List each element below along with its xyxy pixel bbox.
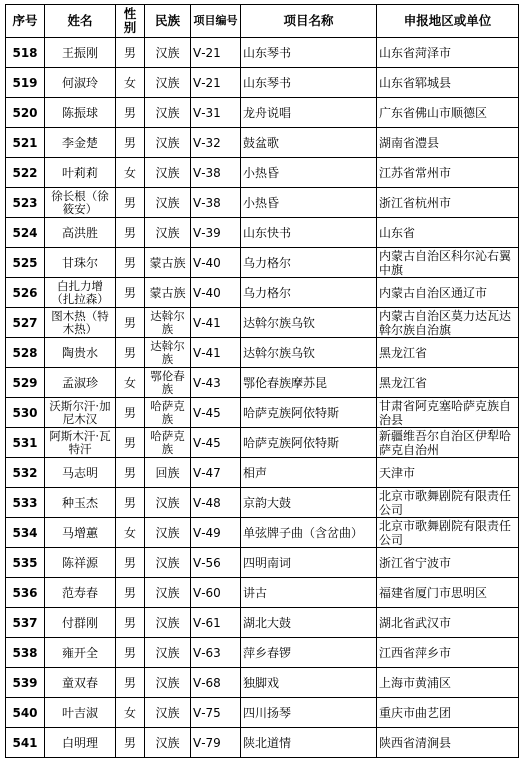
- cell-seq: 523: [6, 188, 45, 218]
- cell-name: 陶贵水: [45, 338, 116, 368]
- cell-gender: 男: [116, 338, 145, 368]
- cell-code: Ⅴ-38: [191, 158, 241, 188]
- cell-gender: 女: [116, 68, 145, 98]
- table-row: [6, 638, 519, 668]
- table-row: [6, 188, 519, 218]
- cell-ethnicity: 汉族: [145, 638, 191, 668]
- cell-code: Ⅴ-79: [191, 728, 241, 758]
- header-name: 姓名: [45, 5, 116, 38]
- cell-code: Ⅴ-41: [191, 308, 241, 338]
- cell-code: Ⅴ-21: [191, 38, 241, 68]
- cell-region: 陕西省清涧县: [377, 728, 519, 758]
- cell-project: 讲古: [241, 578, 377, 608]
- cell-ethnicity: 汉族: [145, 608, 191, 638]
- cell-name: 范寿春: [45, 578, 116, 608]
- cell-seq: 527: [6, 308, 45, 338]
- cell-seq: 522: [6, 158, 45, 188]
- cell-project: 龙舟说唱: [241, 98, 377, 128]
- header-ethnicity: 民族: [145, 5, 191, 38]
- cell-code: Ⅴ-48: [191, 488, 241, 518]
- cell-code: Ⅴ-56: [191, 548, 241, 578]
- header-project: 项目名称: [241, 5, 377, 38]
- cell-project: 萍乡春锣: [241, 638, 377, 668]
- cell-code: Ⅴ-60: [191, 578, 241, 608]
- cell-seq: 538: [6, 638, 45, 668]
- cell-ethnicity: 汉族: [145, 38, 191, 68]
- cell-gender: 男: [116, 248, 145, 278]
- cell-seq: 535: [6, 548, 45, 578]
- cell-ethnicity: 汉族: [145, 68, 191, 98]
- cell-ethnicity: 汉族: [145, 488, 191, 518]
- cell-name: 沃斯尔汗·加尼木汉: [45, 398, 116, 428]
- cell-region: 新疆维吾尔自治区伊犁哈萨克自治州: [377, 428, 519, 458]
- cell-project: 鼓盆歌: [241, 128, 377, 158]
- cell-project: 湖北大鼓: [241, 608, 377, 638]
- cell-seq: 524: [6, 218, 45, 248]
- cell-gender: 男: [116, 548, 145, 578]
- cell-gender: 男: [116, 488, 145, 518]
- table-row: [6, 158, 519, 188]
- cell-seq: 541: [6, 728, 45, 758]
- table-row: [6, 548, 519, 578]
- cell-ethnicity: 蒙古族: [145, 278, 191, 308]
- table-row: [6, 218, 519, 248]
- cell-name: 何淑玲: [45, 68, 116, 98]
- cell-code: Ⅴ-49: [191, 518, 241, 548]
- header-region: 申报地区或单位: [377, 5, 519, 38]
- cell-gender: 男: [116, 278, 145, 308]
- cell-seq: 537: [6, 608, 45, 638]
- cell-project: 哈萨克族阿依特斯: [241, 428, 377, 458]
- cell-name: 甘珠尔: [45, 248, 116, 278]
- cell-code: Ⅴ-61: [191, 608, 241, 638]
- table-row: [6, 128, 519, 158]
- table-row: [6, 338, 519, 368]
- cell-region: 黑龙江省: [377, 338, 519, 368]
- cell-code: Ⅴ-47: [191, 458, 241, 488]
- table-row: [6, 98, 519, 128]
- cell-seq: 528: [6, 338, 45, 368]
- cell-ethnicity: 汉族: [145, 548, 191, 578]
- cell-ethnicity: 汉族: [145, 728, 191, 758]
- cell-region: 广东省佛山市顺德区: [377, 98, 519, 128]
- cell-project: 小热昏: [241, 188, 377, 218]
- table-row: [6, 518, 519, 548]
- header-row: [6, 5, 519, 38]
- cell-gender: 女: [116, 518, 145, 548]
- cell-gender: 男: [116, 638, 145, 668]
- cell-region: 浙江省宁波市: [377, 548, 519, 578]
- cell-name: 叶莉莉: [45, 158, 116, 188]
- cell-code: Ⅴ-63: [191, 638, 241, 668]
- cell-ethnicity: 汉族: [145, 578, 191, 608]
- cell-name: 马志明: [45, 458, 116, 488]
- table-row: [6, 668, 519, 698]
- cell-ethnicity: 鄂伦春族: [145, 368, 191, 398]
- cell-ethnicity: 哈萨克族: [145, 428, 191, 458]
- cell-name: 高洪胜: [45, 218, 116, 248]
- cell-seq: 526: [6, 278, 45, 308]
- table-row: [6, 428, 519, 458]
- cell-name: 王振刚: [45, 38, 116, 68]
- cell-region: 福建省厦门市思明区: [377, 578, 519, 608]
- cell-name: 种玉杰: [45, 488, 116, 518]
- cell-ethnicity: 汉族: [145, 218, 191, 248]
- cell-region: 内蒙古自治区通辽市: [377, 278, 519, 308]
- cell-gender: 女: [116, 368, 145, 398]
- cell-project: 乌力格尔: [241, 278, 377, 308]
- cell-code: Ⅴ-68: [191, 668, 241, 698]
- cell-code: Ⅴ-31: [191, 98, 241, 128]
- cell-seq: 530: [6, 398, 45, 428]
- cell-ethnicity: 回族: [145, 458, 191, 488]
- cell-project: 四明南词: [241, 548, 377, 578]
- cell-project: 乌力格尔: [241, 248, 377, 278]
- cell-name: 白明理: [45, 728, 116, 758]
- table-row: [6, 38, 519, 68]
- cell-seq: 536: [6, 578, 45, 608]
- cell-region: 上海市黄浦区: [377, 668, 519, 698]
- cell-seq: 521: [6, 128, 45, 158]
- cell-region: 黑龙江省: [377, 368, 519, 398]
- cell-project: 京韵大鼓: [241, 488, 377, 518]
- cell-name: 阿斯木汗·瓦特汗: [45, 428, 116, 458]
- cell-code: Ⅴ-40: [191, 278, 241, 308]
- cell-gender: 女: [116, 698, 145, 728]
- cell-project: 达斡尔族乌钦: [241, 308, 377, 338]
- cell-project: 哈萨克族阿依特斯: [241, 398, 377, 428]
- cell-name: 马增蕙: [45, 518, 116, 548]
- cell-project: 小热昏: [241, 158, 377, 188]
- cell-seq: 518: [6, 38, 45, 68]
- cell-region: 山东省菏泽市: [377, 38, 519, 68]
- cell-project: 相声: [241, 458, 377, 488]
- cell-ethnicity: 汉族: [145, 98, 191, 128]
- cell-project: 山东快书: [241, 218, 377, 248]
- table-row: [6, 578, 519, 608]
- table-row: [6, 398, 519, 428]
- cell-seq: 532: [6, 458, 45, 488]
- cell-region: 重庆市曲艺团: [377, 698, 519, 728]
- cell-ethnicity: 汉族: [145, 698, 191, 728]
- cell-gender: 男: [116, 98, 145, 128]
- cell-code: Ⅴ-40: [191, 248, 241, 278]
- cell-seq: 534: [6, 518, 45, 548]
- cell-name: 叶吉淑: [45, 698, 116, 728]
- table-row: [6, 68, 519, 98]
- cell-gender: 男: [116, 428, 145, 458]
- header-code: 项目编号: [191, 5, 241, 38]
- cell-region: 江苏省常州市: [377, 158, 519, 188]
- cell-region: 江西省萍乡市: [377, 638, 519, 668]
- cell-code: Ⅴ-41: [191, 338, 241, 368]
- cell-region: 甘肃省阿克塞哈萨克族自治县: [377, 398, 519, 428]
- cell-gender: 男: [116, 398, 145, 428]
- cell-gender: 男: [116, 188, 145, 218]
- table-row: [6, 308, 519, 338]
- cell-seq: 529: [6, 368, 45, 398]
- cell-region: 内蒙古自治区莫力达瓦达斡尔族自治旗: [377, 308, 519, 338]
- table-row: [6, 458, 519, 488]
- cell-project: 单弦牌子曲（含岔曲）: [241, 518, 377, 548]
- cell-ethnicity: 汉族: [145, 128, 191, 158]
- cell-seq: 533: [6, 488, 45, 518]
- cell-name: 白扎力增（扎拉森）: [45, 278, 116, 308]
- cell-name: 徐长根（徐筱安）: [45, 188, 116, 218]
- cell-region: 湖北省武汉市: [377, 608, 519, 638]
- cell-region: 北京市歌舞剧院有限责任公司: [377, 518, 519, 548]
- cell-region: 山东省郓城县: [377, 68, 519, 98]
- cell-code: Ⅴ-45: [191, 398, 241, 428]
- cell-code: Ⅴ-45: [191, 428, 241, 458]
- cell-seq: 519: [6, 68, 45, 98]
- cell-ethnicity: 达斡尔族: [145, 338, 191, 368]
- table-row: [6, 248, 519, 278]
- header-seq: 序号: [6, 5, 45, 38]
- table-row: [6, 728, 519, 758]
- cell-code: Ⅴ-75: [191, 698, 241, 728]
- cell-name: 孟淑珍: [45, 368, 116, 398]
- cell-project: 山东琴书: [241, 38, 377, 68]
- cell-ethnicity: 哈萨克族: [145, 398, 191, 428]
- cell-region: 内蒙古自治区科尔沁右翼中旗: [377, 248, 519, 278]
- cell-seq: 520: [6, 98, 45, 128]
- cell-seq: 540: [6, 698, 45, 728]
- cell-gender: 男: [116, 218, 145, 248]
- cell-ethnicity: 汉族: [145, 188, 191, 218]
- cell-region: 天津市: [377, 458, 519, 488]
- table-row: [6, 608, 519, 638]
- cell-seq: 531: [6, 428, 45, 458]
- cell-ethnicity: 汉族: [145, 668, 191, 698]
- table-row: [6, 488, 519, 518]
- cell-code: Ⅴ-21: [191, 68, 241, 98]
- cell-project: 达斡尔族乌钦: [241, 338, 377, 368]
- table-row: [6, 368, 519, 398]
- cell-code: Ⅴ-38: [191, 188, 241, 218]
- cell-code: Ⅴ-43: [191, 368, 241, 398]
- cell-ethnicity: 汉族: [145, 518, 191, 548]
- cell-seq: 539: [6, 668, 45, 698]
- cell-name: 李金楚: [45, 128, 116, 158]
- cell-project: 陕北道情: [241, 728, 377, 758]
- cell-seq: 525: [6, 248, 45, 278]
- cell-gender: 男: [116, 578, 145, 608]
- header-gender: 性别: [116, 5, 145, 38]
- cell-gender: 男: [116, 458, 145, 488]
- cell-gender: 男: [116, 308, 145, 338]
- cell-name: 付群刚: [45, 608, 116, 638]
- table-row: [6, 698, 519, 728]
- cell-gender: 男: [116, 728, 145, 758]
- cell-gender: 男: [116, 608, 145, 638]
- cell-gender: 男: [116, 128, 145, 158]
- cell-code: Ⅴ-39: [191, 218, 241, 248]
- cell-project: 鄂伦春族摩苏昆: [241, 368, 377, 398]
- cell-region: 浙江省杭州市: [377, 188, 519, 218]
- cell-name: 图木热（特木热）: [45, 308, 116, 338]
- inheritors-table: [5, 4, 519, 758]
- cell-gender: 男: [116, 38, 145, 68]
- cell-gender: 男: [116, 668, 145, 698]
- cell-name: 童双春: [45, 668, 116, 698]
- cell-ethnicity: 蒙古族: [145, 248, 191, 278]
- cell-name: 陈祥源: [45, 548, 116, 578]
- cell-code: Ⅴ-32: [191, 128, 241, 158]
- cell-ethnicity: 汉族: [145, 158, 191, 188]
- cell-project: 四川扬琴: [241, 698, 377, 728]
- cell-gender: 女: [116, 158, 145, 188]
- cell-region: 北京市歌舞剧院有限责任公司: [377, 488, 519, 518]
- cell-project: 山东琴书: [241, 68, 377, 98]
- cell-region: 山东省: [377, 218, 519, 248]
- cell-region: 湖南省澧县: [377, 128, 519, 158]
- cell-name: 雍开全: [45, 638, 116, 668]
- cell-ethnicity: 达斡尔族: [145, 308, 191, 338]
- table-row: [6, 278, 519, 308]
- cell-name: 陈振球: [45, 98, 116, 128]
- cell-project: 独脚戏: [241, 668, 377, 698]
